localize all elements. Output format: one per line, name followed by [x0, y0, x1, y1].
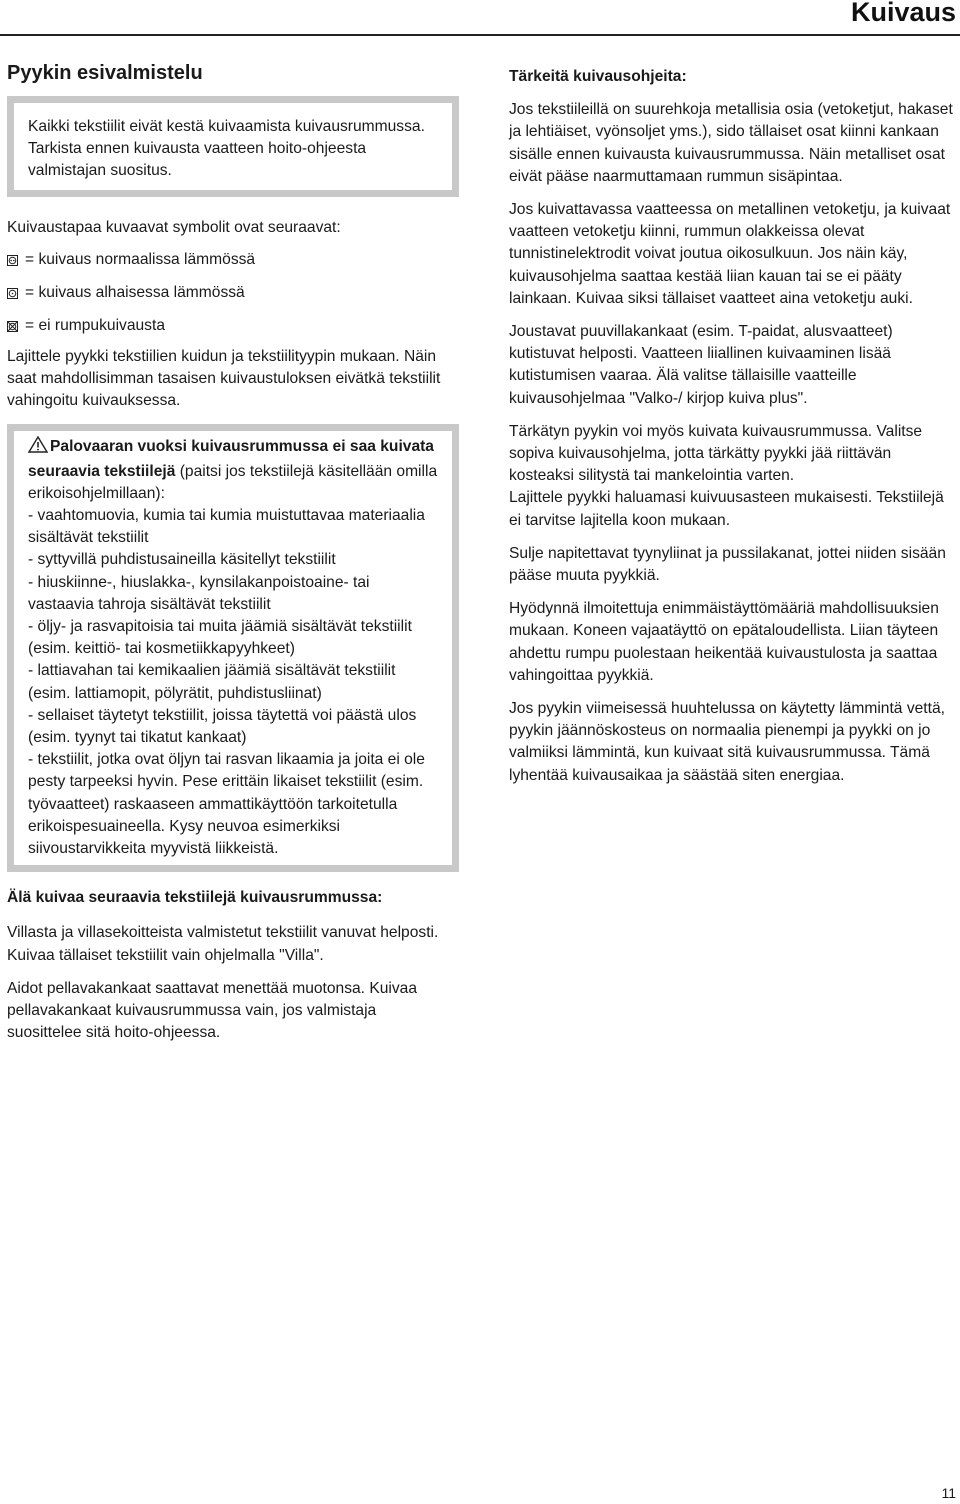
do-not-dry-heading: Älä kuivaa seuraavia tekstiilejä kuivausrummussa:	[7, 889, 383, 907]
warning-item: - lattiavahan tai kemikaalien jäämiä sisältävät tekstiilit (esim. lattiamopit, pölyrätit, puhdistusliinat)	[28, 662, 396, 702]
header-bar	[0, 0, 960, 36]
linen-text: Aidot pellavakankaat saattavat menettää muotonsa. Kuivaa pellavakankaat kuivausrummussa vain, jos valmistaja suosittelee sitä hoito-ohjeessa.	[7, 979, 418, 1042]
symbol-low-row	[7, 277, 452, 310]
tip-paragraph: Tärkätyn pyykin voi myös kuivata kuivausrummussa. Valitse sopiva kuivausohjelma, jotta tärkätty pyykki jää riittävän kosteaksi silitystä tai mankelointia varten.	[509, 422, 923, 485]
warning-box	[7, 424, 459, 872]
warning-item: - vaahtomuovia, kumia tai kumia muistuttavaa materiaalia sisältävät tekstiilit	[28, 507, 425, 547]
tumble-dry-normal-icon	[7, 255, 18, 266]
left-column	[7, 60, 452, 1045]
symbol-normal-label: = kuivaus normaalissa lämmössä	[25, 251, 256, 269]
tip-paragraph: Lajittele pyykki haluamasi kuivuusasteen mukaisesti. Tekstiilejä ei tarvitse lajitella koon mukaan.	[509, 489, 944, 529]
right-column	[509, 66, 953, 787]
tip-paragraph: Sulje napitettavat tyynyliinat ja pussilakanat, jottei niiden sisään pääse muuta pyykkiä.	[509, 544, 946, 585]
symbol-none-label: = ei rumpukuivausta	[25, 317, 165, 335]
section-title: Pyykin esivalmistelu	[7, 62, 203, 84]
tip-paragraph: Jos tekstiileillä on suurehkoja metallisia osia (vetoketjut, hakaset ja lehtiäiset, vyönsoljet yms.), sido tällaiset osat kiinni kankaan sisälle ennen kuivausta kuivausrummussa. Näin metalliset osat eivät pääse naarmuttamaan rummun sisäpintaa.	[509, 101, 953, 185]
info-box	[7, 96, 459, 197]
warning-text: (paitsi jos tekstiilejä käsitellään omilla erikoisohjelmillaan):	[28, 462, 438, 502]
warning-item: - sellaiset täytetyt tekstiilit, joissa täytettä voi päästä ulos (esim. tyynyt tai tikatut kankaat)	[28, 706, 417, 747]
do-not-tumble-dry-icon	[7, 321, 18, 332]
sort-text: Lajittele pyykki tekstiilien kuidun ja tekstiilityypin mukaan. Näin saat mahdollisimman tasaisen kuivaustuloksen eivätkä tekstiilit vahingoitu kuivauksessa.	[7, 347, 441, 410]
warning-bold-text: Palovaaran vuoksi kuivausrummussa ei saa kuivata seuraavia tekstiilejä	[28, 438, 434, 480]
symbol-normal-row	[7, 244, 452, 277]
info-box-text: Kaikki tekstiilit eivät kestä kuivaamista kuivausrummussa. Tarkista ennen kuivausta vaatteen hoito-ohjeesta valmistajan suositus.	[28, 118, 425, 180]
warning-item: - tekstiilit, jotka ovat öljyn tai rasvan likaamia ja joita ei ole pesty tarpeeksi hyvin. Pese erittäin likaiset tekstiilit (esim. työvaatteet) raskaaseen ammattikäyttöön tarkoitetulla erikoispesuaineella. Kysy neuvoa esimerkiksi siivoustarvikkeita myyvistä liikkeistä.	[28, 751, 425, 858]
tip-paragraph: Jos pyykin viimeisessä huuhtelussa on käytetty lämmintä vettä, pyykin jäännöskosteus on normaalia pienempi ja pyykki on jo valmiiksi lämmintä, kun kuivaat sitä kuivausrummussa. Tämä lyhentää kuivausaikaa ja säästää siten energiaa.	[509, 700, 945, 784]
warning-paragraph	[28, 436, 438, 505]
symbols-intro: Kuivaustapaa kuvaavat symbolit ovat seuraavat:	[7, 218, 341, 236]
tip-paragraph: Hyödynnä ilmoitettuja enimmäistäyttömääriä mahdollisuuksien mukaan. Koneen vajaatäyttö on epätaloudellista. Liian täyteen ahdettu rumpu puolestaan heikentää kuivaustulosta ja saattaa vahingoittaa pyykkiä.	[509, 600, 939, 684]
symbol-none-row	[7, 310, 452, 343]
important-tips-heading: Tärkeitä kuivausohjeita:	[509, 68, 687, 85]
warning-item: - hiuskiinne-, hiuslakka-, kynsilakanpoistoaine- tai vastaavia tahroja sisältävät tekstiilit	[28, 573, 370, 613]
warning-item: - syttyvillä puhdistusaineilla käsitellyt tekstiilit	[28, 551, 336, 569]
tumble-dry-low-icon	[7, 288, 18, 299]
wool-text: Villasta ja villasekoitteista valmistetut tekstiilit vanuvat helposti. Kuivaa tällaiset tekstiilit vain ohjelmalla "Villa".	[7, 924, 439, 964]
page-number: 11	[941, 1485, 956, 1501]
tip-paragraph: Joustavat puuvillakankaat (esim. T-paidat, alusvaatteet) kutistuvat helposti. Vaatteen liiallinen kuivaaminen lisää kutistumisen vaaraa. Älä valitse tällaisille vaatteille kuivausohjelmaa "Valko-/ kirjop kuiva plus".	[509, 323, 893, 407]
warning-triangle-icon	[28, 436, 48, 460]
warning-item: - öljy- ja rasvapitoisia tai muita jäämiä sisältävät tekstiilit (esim. keittiö- tai kosmetiikkapyyhkeet)	[28, 618, 412, 658]
symbol-low-label: = kuivaus alhaisessa lämmössä	[25, 284, 245, 302]
chapter-title: Kuivaus	[850, 0, 956, 27]
tip-paragraph: Jos kuivattavassa vaatteessa on metallinen vetoketju, ja kuivaat vaatteen vetoketju kiinni, rummun olakkeissa olevat tunnistinelektrodit voivat joutua oikosulkuun. Jos näin käy, kuivausohjelma saattaa kestää liian kauan tai se ei pääty lainkaan. Kuivaa siksi tällaiset vaatteet aina vetoketju auki.	[509, 201, 951, 307]
